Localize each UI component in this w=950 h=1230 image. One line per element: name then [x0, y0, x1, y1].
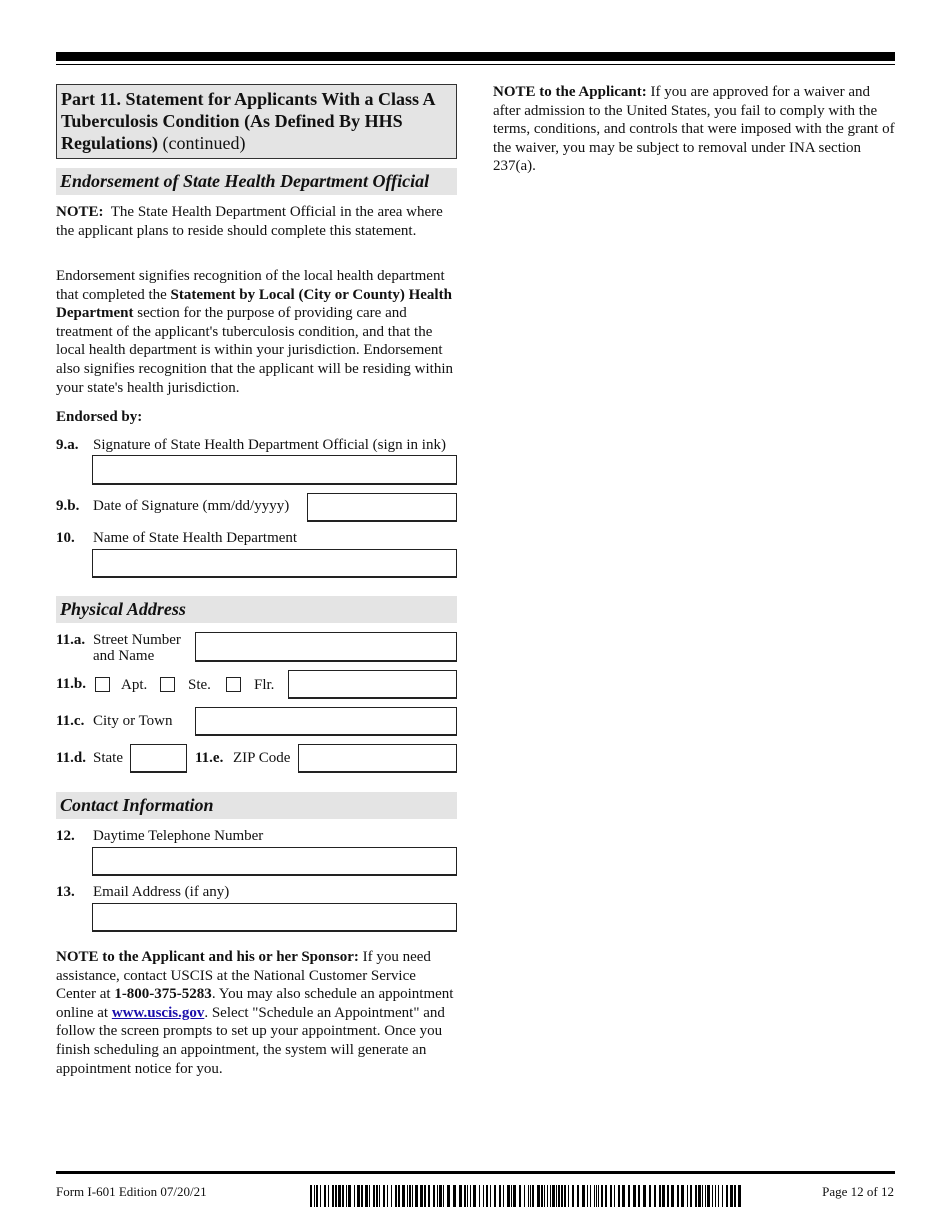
endorsement-heading: Endorsement of State Health Department Official [56, 168, 457, 195]
item-13-label: Email Address (if any) [93, 884, 230, 900]
unit-number-field[interactable] [288, 670, 457, 699]
top-rule-thin [56, 64, 895, 65]
item-13-number: 13. [56, 884, 75, 900]
sponsor-note-label: NOTE to the Applicant and his or her Sponsor: [56, 949, 359, 965]
part-continued: (continued) [162, 133, 246, 153]
date-of-signature-field[interactable] [307, 493, 457, 522]
applicant-note: NOTE to the Applicant: If you are approved for a waiver and after admission to the United States, you fail to comply with the terms, conditions, and controls that were imposed with the grant of the waiver, you may be subject to removal under INA section 237(a). [493, 84, 895, 175]
page-number: Page 12 of 12 [822, 1184, 894, 1199]
part-11-header [56, 84, 457, 159]
item-11b-number: 11.b. [56, 676, 87, 692]
signature-field[interactable] [92, 455, 457, 485]
item-9a-label: Signature of State Health Department Official (sign in ink) [93, 437, 446, 453]
item-11a-label: Street Number and Name [93, 632, 181, 664]
item-11d-number: 11.d. [56, 750, 87, 766]
item-9b-number: 9.b. [56, 498, 80, 514]
item-12-label: Daytime Telephone Number [93, 828, 264, 844]
top-rule [56, 52, 895, 61]
endorsed-by-label: Endorsed by: [56, 409, 143, 425]
item-11d-label: State [93, 750, 123, 766]
flr-label: Flr. [254, 677, 275, 693]
item-11c-label: City or Town [93, 713, 173, 729]
ste-label: Ste. [188, 677, 211, 693]
health-department-name-field[interactable] [92, 549, 457, 578]
note-label: NOTE: [56, 204, 104, 220]
apt-checkbox[interactable] [95, 677, 110, 692]
email-field[interactable] [92, 903, 457, 932]
barcode [310, 1185, 745, 1207]
endorsement-paragraph: Endorsement signifies recognition of the local health department that completed the Statement by Local (City or County) Health Department section for the purpose of providing care and treatment of the applicant's tuberculosis condition, and that the local health department is within your jurisdiction. Endorsement also signifies recognition that the applicant will be residing within your state's health jurisdiction. [56, 268, 454, 396]
item-10-label: Name of State Health Department [93, 530, 298, 546]
part-title: Part 11. Statement for Applicants With a Class A Tuberculosis Condition (As Defined By HHS Regulations) [61, 89, 435, 153]
sponsor-note: NOTE to the Applicant and his or her Sponsor: If you need assistance, contact USCIS at the National Customer Service Center at 1-800-375-5283. You may also schedule an appointment online at www.uscis.gov. Select "Schedule an Appointment" and follow the screen prompts to set up your appointment. Once you finish scheduling an appointment, the system will generate an appointment notice for you. [56, 949, 454, 1077]
item-12-number: 12. [56, 828, 75, 844]
footer-rule [56, 1171, 895, 1174]
zip-code-field[interactable] [298, 744, 457, 773]
form-edition: Form I-601 Edition 07/20/21 [56, 1184, 207, 1199]
uscis-phone: 1-800-375-5283 [114, 986, 212, 1003]
item-9a-number: 9.a. [56, 437, 79, 453]
item-9b-label: Date of Signature (mm/dd/yyyy) [93, 498, 290, 514]
note-text: The State Health Department Official in the area where the applicant plans to reside should complete this statement. [56, 204, 443, 239]
statement-title: Statement by Local (City or County) Health Department [56, 286, 452, 322]
endorsement-note [56, 203, 458, 240]
apt-label: Apt. [121, 677, 148, 693]
daytime-phone-field[interactable] [92, 847, 457, 876]
city-field[interactable] [195, 707, 457, 736]
state-field[interactable] [130, 744, 187, 773]
item-11c-number: 11.c. [56, 713, 85, 729]
contact-information-heading: Contact Information [56, 792, 457, 819]
item-11e-label: ZIP Code [233, 750, 291, 766]
item-11a-number: 11.a. [56, 632, 86, 648]
street-address-field[interactable] [195, 632, 457, 662]
flr-checkbox[interactable] [226, 677, 241, 692]
item-11e-number: 11.e. [195, 750, 224, 766]
applicant-note-label: NOTE to the Applicant: [493, 84, 647, 100]
physical-address-heading: Physical Address [56, 596, 457, 623]
item-10-number: 10. [56, 530, 75, 546]
uscis-link[interactable]: www.uscis.gov [111, 1004, 205, 1021]
ste-checkbox[interactable] [160, 677, 175, 692]
